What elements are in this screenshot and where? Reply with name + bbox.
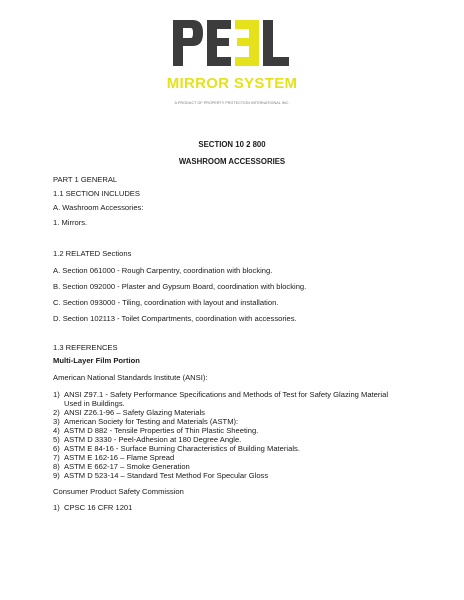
- section-title: WASHROOM ACCESSORIES: [178, 157, 286, 166]
- reference-item: 2) ANSI Z26.1-96 – Safety Glazing Materials: [53, 408, 205, 417]
- reference-item: 5) ASTM D 3330 - Peel-Adhesion at 180 Degree Angle.: [53, 435, 242, 444]
- logo-subtitle: MIRROR SYSTEM: [167, 75, 297, 92]
- reference-item: 4) ASTM D 882 - Tensile Properties of Thin Plastic Sheeting.: [53, 426, 259, 435]
- reference-item: 3) American Society for Testing and Materials (ASTM):: [53, 417, 239, 426]
- section-number: SECTION 10 2 800: [198, 140, 266, 149]
- reference-item: 1) CPSC 16 CFR 1201: [53, 503, 133, 512]
- related-section-item: A. Section 061000 - Rough Carpentry, coordination with blocking.: [53, 266, 273, 275]
- reference-item: 7) ASTM E 162-16 – Flame Spread: [53, 453, 175, 462]
- reference-item: 9) ASTM D 523-14 – Standard Test Method For Specular Gloss: [53, 471, 269, 480]
- reference-item: 1) ANSI Z97.1 - Safety Performance Specifications and Methods of Test for Safety Glazing Material Used in Buildings.: [53, 390, 389, 408]
- related-section-item: C. Section 093000 - Tiling, coordination with layout and installation.: [53, 298, 279, 307]
- reference-item: 6) ASTM E 84-16 - Surface Burning Characteristics of Building Materials.: [53, 444, 300, 453]
- related-section-item: B. Section 092000 - Plaster and Gypsum Board, coordination with blocking.: [53, 282, 307, 291]
- part-heading: PART 1 GENERAL: [53, 175, 118, 184]
- ansi-intro: American National Standards Institute (ANSI):: [53, 373, 208, 382]
- cpsc-intro: Consumer Product Safety Commission: [53, 487, 184, 496]
- subsection-title-1-3: 1.3 REFERENCES: [53, 343, 118, 352]
- reference-item: 8) ASTM E 662-17 – Smoke Generation: [53, 462, 190, 471]
- mirrors-item: 1. Mirrors.: [53, 218, 88, 227]
- logo-tagline: A PRODUCT OF PROPERTY PROTECTION INTERNATIONAL INC.: [174, 101, 290, 105]
- peel-mirror-system-logo: [167, 14, 297, 100]
- subsection-title-1-1: 1.1 SECTION INCLUDES: [53, 189, 140, 198]
- washroom-accessories-item: A. Washroom Accessories:: [53, 203, 144, 212]
- subsection-title-1-2: 1.2 RELATED Sections: [53, 249, 132, 258]
- company-logo: [0, 14, 464, 100]
- multi-layer-film-heading: Multi-Layer Film Portion: [53, 356, 140, 365]
- related-section-item: D. Section 102113 - Toilet Compartments, coordination with accessories.: [53, 314, 297, 323]
